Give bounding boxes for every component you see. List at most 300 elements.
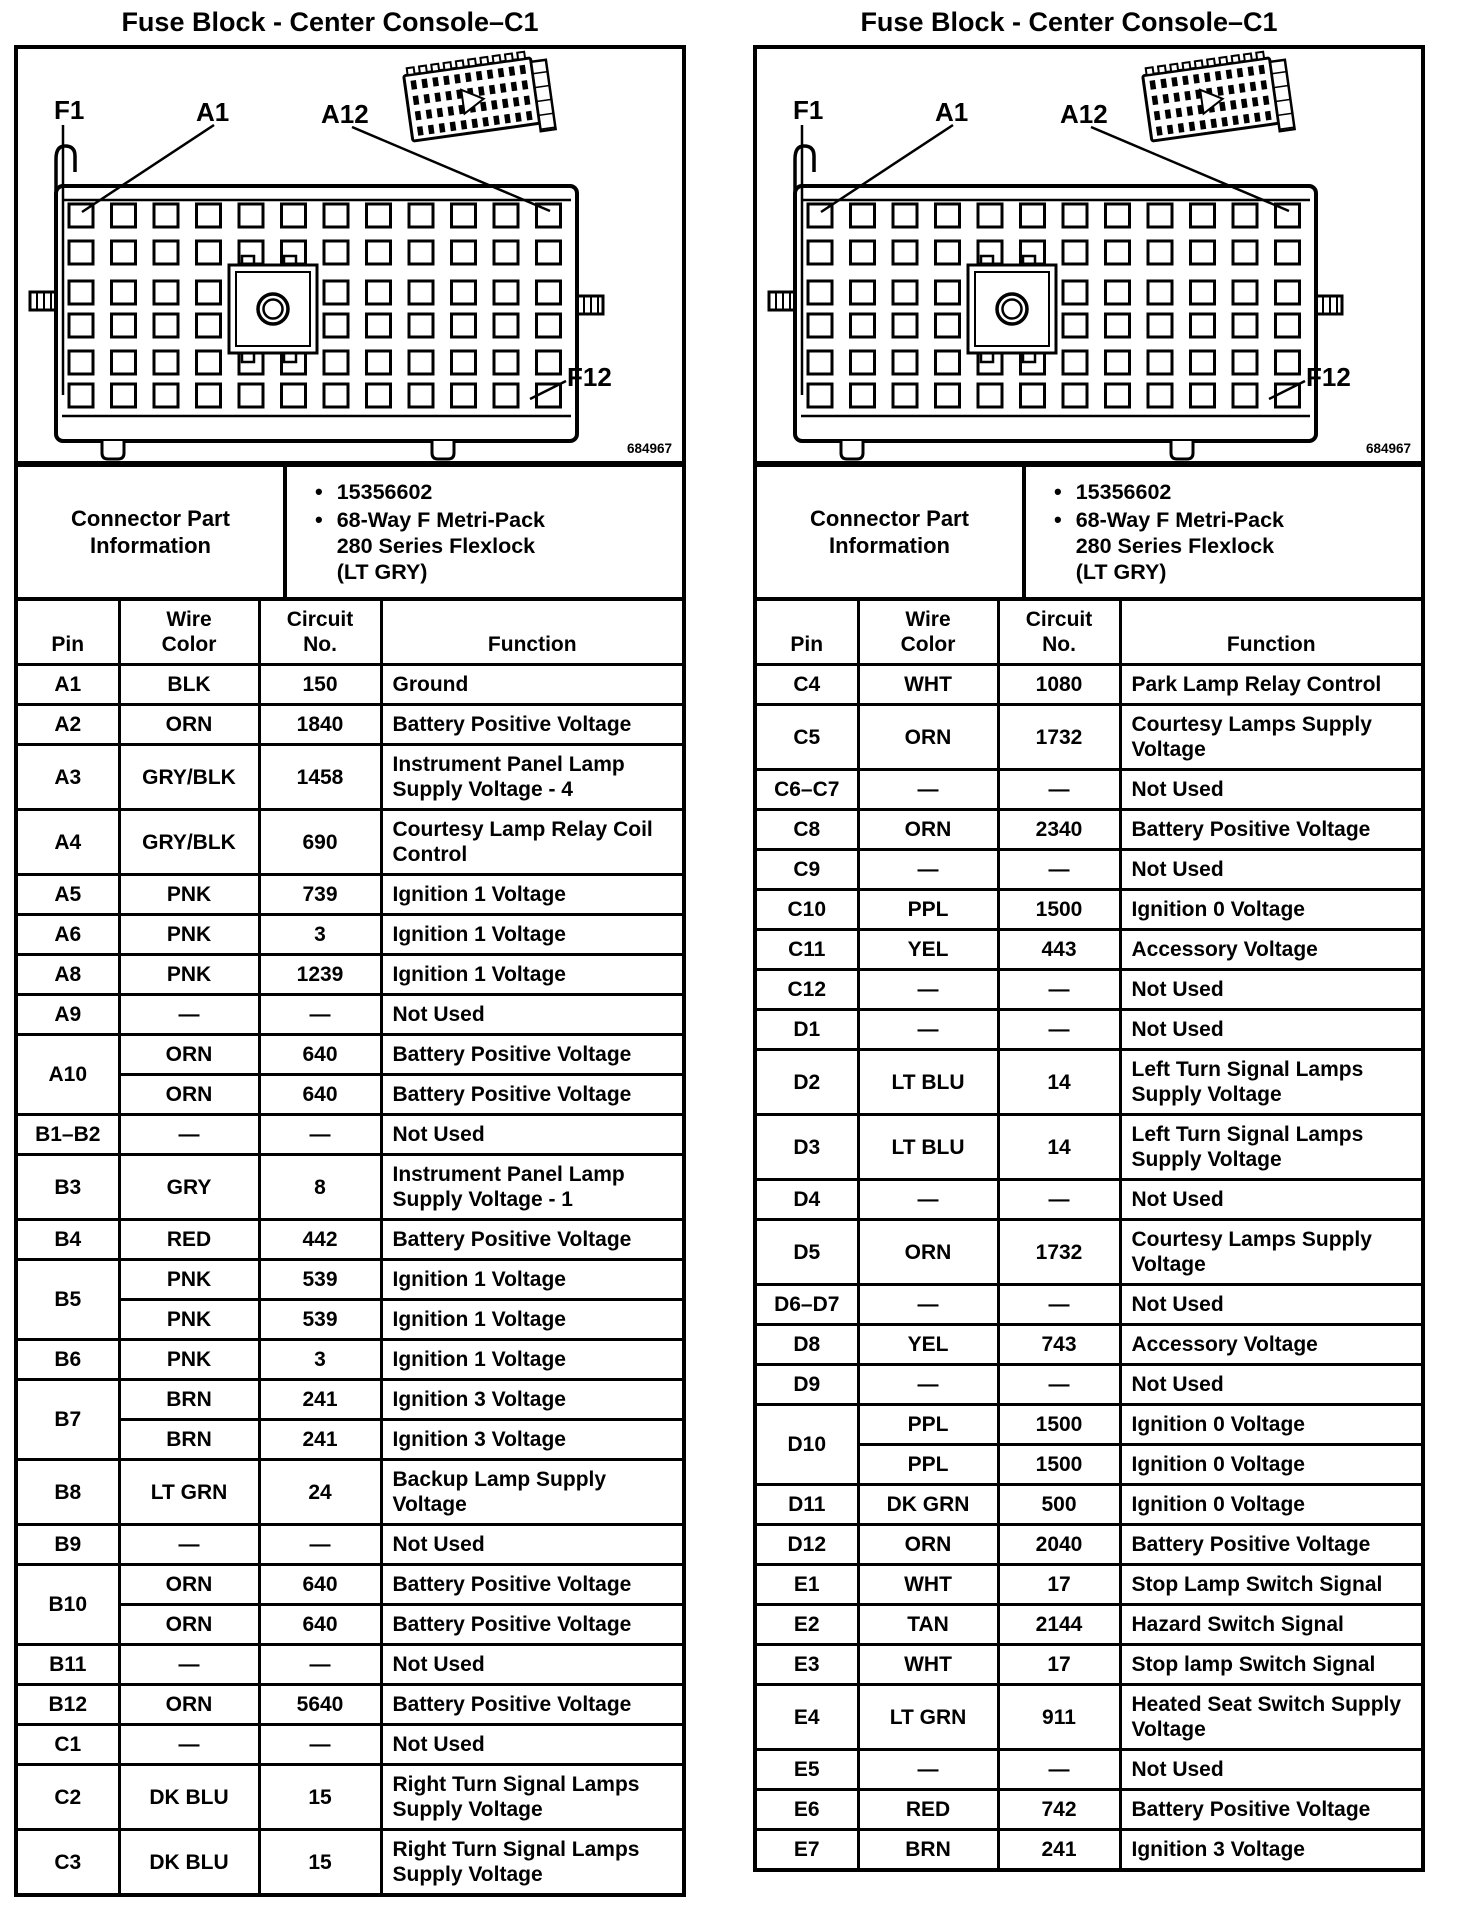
pin-cell: D4 <box>755 1180 858 1220</box>
table-row <box>16 665 684 705</box>
wire-color-cell: PPL <box>858 890 998 930</box>
function-cell: Not Used <box>1120 850 1423 890</box>
table-row <box>755 1220 1423 1285</box>
pin-cell: A5 <box>16 875 119 915</box>
pin-cell: A2 <box>16 705 119 745</box>
pin-cell: A6 <box>16 915 119 955</box>
function-cell: Left Turn Signal Lamps Supply Voltage <box>1120 1115 1423 1180</box>
function-cell: Right Turn Signal Lamps Supply Voltage <box>381 1830 684 1896</box>
pin-cell: C3 <box>16 1830 119 1896</box>
circuit-no-cell: 911 <box>998 1685 1120 1750</box>
wire-color-cell: DK BLU <box>119 1830 259 1896</box>
part-description-item <box>315 507 676 585</box>
wire-color-cell: PNK <box>119 1340 259 1380</box>
table-row <box>755 1405 1423 1445</box>
table-row <box>16 1115 684 1155</box>
connector-part-details <box>285 465 684 599</box>
table-row <box>16 955 684 995</box>
table-row <box>755 1645 1423 1685</box>
connector-info-header: Connector Part Information <box>755 465 1024 599</box>
wire-color-cell: GRY <box>119 1155 259 1220</box>
pin-cell: D6–D7 <box>755 1285 858 1325</box>
function-cell: Ignition 3 Voltage <box>381 1380 684 1420</box>
function-cell: Courtesy Lamps Supply Voltage <box>1120 705 1423 770</box>
wire-color-cell: — <box>858 850 998 890</box>
function-cell: Battery Positive Voltage <box>381 1220 684 1260</box>
function-cell: Ignition 0 Voltage <box>1120 1485 1423 1525</box>
pin-label-f1: F1 <box>793 95 824 125</box>
fuse-block-panel-right <box>753 6 1425 1872</box>
pin-cell: D12 <box>755 1525 858 1565</box>
pin-cell: E7 <box>755 1830 858 1871</box>
function-cell: Stop Lamp Switch Signal <box>1120 1565 1423 1605</box>
wire-color-cell: ORN <box>119 1605 259 1645</box>
table-row <box>755 1115 1423 1180</box>
bullet-icon: • <box>315 479 323 504</box>
circuit-no-cell: — <box>259 1115 381 1155</box>
function-cell: Not Used <box>381 1725 684 1765</box>
pin-cell: A4 <box>16 810 119 875</box>
wire-color-cell: ORN <box>858 1220 998 1285</box>
circuit-no-cell: — <box>998 970 1120 1010</box>
circuit-no-cell: 640 <box>259 1565 381 1605</box>
table-row <box>16 1340 684 1380</box>
function-cell: Battery Positive Voltage <box>381 1605 684 1645</box>
col-header-function: Function <box>1120 599 1423 665</box>
pin-cell: C9 <box>755 850 858 890</box>
wire-color-cell: RED <box>119 1220 259 1260</box>
function-cell: Battery Positive Voltage <box>381 1565 684 1605</box>
col-header-wire-color: Wire Color <box>119 599 259 665</box>
circuit-no-cell: 1458 <box>259 745 381 810</box>
table-row <box>755 850 1423 890</box>
wire-color-cell: — <box>858 1285 998 1325</box>
table-row <box>16 1645 684 1685</box>
wire-color-cell: LT GRN <box>858 1685 998 1750</box>
bullet-icon: • <box>1054 507 1062 532</box>
pin-cell: C10 <box>755 890 858 930</box>
connector-3d-icon <box>1142 49 1295 149</box>
function-cell: Ignition 1 Voltage <box>381 955 684 995</box>
connector-info-header: Connector Part Information <box>16 465 285 599</box>
col-header-pin: Pin <box>16 599 119 665</box>
circuit-no-cell: 3 <box>259 1340 381 1380</box>
connector-info-row <box>16 465 684 599</box>
circuit-no-cell: — <box>259 1645 381 1685</box>
pin-cell: E3 <box>755 1645 858 1685</box>
wire-color-cell: ORN <box>119 1075 259 1115</box>
function-cell: Left Turn Signal Lamps Supply Voltage <box>1120 1050 1423 1115</box>
circuit-no-cell: 1500 <box>998 1445 1120 1485</box>
wire-color-cell: PPL <box>858 1405 998 1445</box>
circuit-no-cell: 17 <box>998 1645 1120 1685</box>
pin-cell: B5 <box>16 1260 119 1340</box>
table-row <box>16 1685 684 1725</box>
wire-color-cell: — <box>858 1750 998 1790</box>
wire-color-cell: ORN <box>858 705 998 770</box>
pin-table <box>14 597 686 1897</box>
pin-label-f12: F12 <box>567 362 612 392</box>
function-cell: Ignition 0 Voltage <box>1120 890 1423 930</box>
bullet-icon: • <box>1054 479 1062 504</box>
circuit-no-cell: 1500 <box>998 1405 1120 1445</box>
pin-table <box>753 597 1425 1872</box>
circuit-no-cell: 442 <box>259 1220 381 1260</box>
circuit-no-cell: 17 <box>998 1565 1120 1605</box>
circuit-no-cell: 690 <box>259 810 381 875</box>
wire-color-cell: ORN <box>119 1685 259 1725</box>
function-cell: Hazard Switch Signal <box>1120 1605 1423 1645</box>
table-row <box>755 1285 1423 1325</box>
table-row <box>16 1525 684 1565</box>
function-cell: Accessory Voltage <box>1120 1325 1423 1365</box>
pin-cell: D9 <box>755 1365 858 1405</box>
table-row <box>755 890 1423 930</box>
wire-color-cell: — <box>119 1115 259 1155</box>
pin-label-a1: A1 <box>196 97 230 127</box>
circuit-no-cell: 539 <box>259 1300 381 1340</box>
circuit-no-cell: 2040 <box>998 1525 1120 1565</box>
circuit-no-cell: 241 <box>259 1420 381 1460</box>
circuit-no-cell: 241 <box>259 1380 381 1420</box>
circuit-no-cell: — <box>998 1285 1120 1325</box>
table-row <box>755 1485 1423 1525</box>
table-row <box>755 1750 1423 1790</box>
pin-cell: C2 <box>16 1765 119 1830</box>
wire-color-cell: PNK <box>119 1260 259 1300</box>
wire-color-cell: GRY/BLK <box>119 745 259 810</box>
fuse-block-diagram <box>14 45 686 465</box>
function-cell: Ignition 0 Voltage <box>1120 1445 1423 1485</box>
circuit-no-cell: — <box>998 770 1120 810</box>
table-row <box>755 1180 1423 1220</box>
part-description: 68-Way F Metri-Pack 280 Series Flexlock (LT GRY) <box>1075 508 1285 584</box>
function-cell: Not Used <box>381 1525 684 1565</box>
pin-cell: D10 <box>755 1405 858 1485</box>
pin-cell: D5 <box>755 1220 858 1285</box>
col-header-pin: Pin <box>755 599 858 665</box>
function-cell: Not Used <box>1120 1010 1423 1050</box>
pin-cell: B1–B2 <box>16 1115 119 1155</box>
wire-color-cell: — <box>858 970 998 1010</box>
circuit-no-cell: 15 <box>259 1830 381 1896</box>
circuit-no-cell: 2340 <box>998 810 1120 850</box>
function-cell: Accessory Voltage <box>1120 930 1423 970</box>
circuit-no-cell: 3 <box>259 915 381 955</box>
wire-color-cell: — <box>858 1010 998 1050</box>
pin-cell: D3 <box>755 1115 858 1180</box>
wire-color-cell: — <box>119 995 259 1035</box>
wire-color-cell: WHT <box>858 1645 998 1685</box>
function-cell: Ignition 0 Voltage <box>1120 1405 1423 1445</box>
function-cell: Ignition 3 Voltage <box>381 1420 684 1460</box>
function-cell: Battery Positive Voltage <box>1120 1790 1423 1830</box>
connector-info-row <box>755 465 1423 599</box>
pin-cell: E4 <box>755 1685 858 1750</box>
table-row <box>755 1010 1423 1050</box>
function-cell: Instrument Panel Lamp Supply Voltage - 1 <box>381 1155 684 1220</box>
function-cell: Not Used <box>381 995 684 1035</box>
wire-color-cell: PNK <box>119 1300 259 1340</box>
wire-color-cell: PNK <box>119 875 259 915</box>
circuit-no-cell: 5640 <box>259 1685 381 1725</box>
function-cell: Not Used <box>381 1645 684 1685</box>
wire-color-cell: LT BLU <box>858 1115 998 1180</box>
pin-label-f12: F12 <box>1306 362 1351 392</box>
pin-label-a12: A12 <box>1060 99 1108 129</box>
circuit-no-cell: — <box>998 850 1120 890</box>
col-header-circuit-no: Circuit No. <box>259 599 381 665</box>
table-row <box>16 810 684 875</box>
pin-cell: B12 <box>16 1685 119 1725</box>
wire-color-cell: — <box>858 1180 998 1220</box>
circuit-no-cell: — <box>998 1750 1120 1790</box>
pin-cell: C5 <box>755 705 858 770</box>
pin-cell: E2 <box>755 1605 858 1645</box>
function-cell: Ignition 3 Voltage <box>1120 1830 1423 1871</box>
table-row <box>755 930 1423 970</box>
function-cell: Battery Positive Voltage <box>381 705 684 745</box>
circuit-no-cell: — <box>998 1010 1120 1050</box>
pin-cell: C1 <box>16 1725 119 1765</box>
function-cell: Ignition 1 Voltage <box>381 915 684 955</box>
table-row <box>755 1790 1423 1830</box>
function-cell: Ignition 1 Voltage <box>381 1300 684 1340</box>
table-row <box>755 1685 1423 1750</box>
table-row <box>755 1050 1423 1115</box>
circuit-no-cell: 443 <box>998 930 1120 970</box>
table-row <box>755 810 1423 850</box>
function-cell: Battery Positive Voltage <box>381 1035 684 1075</box>
pin-cell: C11 <box>755 930 858 970</box>
function-cell: Not Used <box>381 1115 684 1155</box>
pin-cell: B8 <box>16 1460 119 1525</box>
table-row <box>16 705 684 745</box>
table-row <box>16 1830 684 1896</box>
wire-color-cell: BLK <box>119 665 259 705</box>
table-row <box>755 1605 1423 1645</box>
connector-part-details <box>1024 465 1423 599</box>
table-row <box>16 1220 684 1260</box>
pin-cell: D1 <box>755 1010 858 1050</box>
pin-cell: A9 <box>16 995 119 1035</box>
pin-cell: C4 <box>755 665 858 705</box>
wire-color-cell: BRN <box>119 1380 259 1420</box>
fuse-block-panel-left <box>14 6 686 1897</box>
function-cell: Instrument Panel Lamp Supply Voltage - 4 <box>381 745 684 810</box>
circuit-no-cell: 640 <box>259 1075 381 1115</box>
connector-info-table <box>14 463 686 601</box>
table-row <box>755 1365 1423 1405</box>
pin-cell: B11 <box>16 1645 119 1685</box>
circuit-no-cell: — <box>259 1525 381 1565</box>
table-row <box>755 665 1423 705</box>
circuit-no-cell: 1239 <box>259 955 381 995</box>
table-row <box>16 875 684 915</box>
pin-cell: C8 <box>755 810 858 850</box>
wire-color-cell: YEL <box>858 930 998 970</box>
fuse-block-diagram <box>753 45 1425 465</box>
col-header-function: Function <box>381 599 684 665</box>
circuit-no-cell: 743 <box>998 1325 1120 1365</box>
wire-color-cell: ORN <box>119 705 259 745</box>
table-row <box>16 1765 684 1830</box>
part-description: 68-Way F Metri-Pack 280 Series Flexlock (LT GRY) <box>336 508 546 584</box>
pin-cell: E6 <box>755 1790 858 1830</box>
circuit-no-cell: — <box>259 995 381 1035</box>
table-row <box>16 995 684 1035</box>
wire-color-cell: PNK <box>119 915 259 955</box>
pin-cell: E5 <box>755 1750 858 1790</box>
pin-cell: E1 <box>755 1565 858 1605</box>
wire-color-cell: — <box>119 1725 259 1765</box>
circuit-no-cell: 539 <box>259 1260 381 1300</box>
function-cell: Courtesy Lamps Supply Voltage <box>1120 1220 1423 1285</box>
table-row <box>755 705 1423 770</box>
table-row <box>16 1565 684 1605</box>
function-cell: Not Used <box>1120 1365 1423 1405</box>
pin-table-header-row <box>16 599 684 665</box>
table-row <box>16 1725 684 1765</box>
pin-cell: A8 <box>16 955 119 995</box>
figure-number: 684967 <box>626 441 672 456</box>
table-row <box>755 1830 1423 1871</box>
circuit-no-cell: — <box>998 1180 1120 1220</box>
pin-cell: A3 <box>16 745 119 810</box>
pin-cell: C6–C7 <box>755 770 858 810</box>
pin-table-body <box>16 665 684 1896</box>
function-cell: Ground <box>381 665 684 705</box>
circuit-no-cell: 14 <box>998 1050 1120 1115</box>
wire-color-cell: DK BLU <box>119 1765 259 1830</box>
pin-cell: A10 <box>16 1035 119 1115</box>
part-number: 15356602 <box>1075 480 1172 504</box>
wire-color-cell: — <box>119 1525 259 1565</box>
function-cell: Not Used <box>1120 970 1423 1010</box>
function-cell: Right Turn Signal Lamps Supply Voltage <box>381 1765 684 1830</box>
circuit-no-cell: 24 <box>259 1460 381 1525</box>
wire-color-cell: LT GRN <box>119 1460 259 1525</box>
pin-cell: B6 <box>16 1340 119 1380</box>
page-title: Fuse Block - Center Console–C1 <box>121 7 539 37</box>
circuit-no-cell: 1732 <box>998 705 1120 770</box>
bullet-icon: • <box>315 507 323 532</box>
wire-color-cell: BRN <box>119 1420 259 1460</box>
circuit-no-cell: 640 <box>259 1035 381 1075</box>
pin-table-body <box>755 665 1423 1871</box>
circuit-no-cell: 1080 <box>998 665 1120 705</box>
circuit-no-cell: 2144 <box>998 1605 1120 1645</box>
circuit-no-cell: — <box>259 1725 381 1765</box>
figure-number: 684967 <box>1365 441 1411 456</box>
function-cell: Battery Positive Voltage <box>381 1075 684 1115</box>
pin-label-f1: F1 <box>54 95 85 125</box>
table-row <box>16 1460 684 1525</box>
function-cell: Ignition 1 Voltage <box>381 1340 684 1380</box>
table-row <box>755 770 1423 810</box>
function-cell: Not Used <box>1120 770 1423 810</box>
part-number-item <box>315 479 676 505</box>
circuit-no-cell: 241 <box>998 1830 1120 1871</box>
function-cell: Not Used <box>1120 1180 1423 1220</box>
function-cell: Not Used <box>1120 1285 1423 1325</box>
pin-cell: B10 <box>16 1565 119 1645</box>
page-title: Fuse Block - Center Console–C1 <box>860 7 1278 37</box>
function-cell: Ignition 1 Voltage <box>381 1260 684 1300</box>
wire-color-cell: ORN <box>858 810 998 850</box>
table-row <box>755 970 1423 1010</box>
connector-3d-icon <box>403 49 556 149</box>
pin-cell: D11 <box>755 1485 858 1525</box>
function-cell: Ignition 1 Voltage <box>381 875 684 915</box>
circuit-no-cell: 500 <box>998 1485 1120 1525</box>
wire-color-cell: WHT <box>858 665 998 705</box>
circuit-no-cell: 1500 <box>998 890 1120 930</box>
pin-cell: D2 <box>755 1050 858 1115</box>
function-cell: Heated Seat Switch Supply Voltage <box>1120 1685 1423 1750</box>
wire-color-cell: TAN <box>858 1605 998 1645</box>
circuit-no-cell: 739 <box>259 875 381 915</box>
function-cell: Stop lamp Switch Signal <box>1120 1645 1423 1685</box>
wire-color-cell: ORN <box>858 1525 998 1565</box>
function-cell: Backup Lamp Supply Voltage <box>381 1460 684 1525</box>
wire-color-cell: — <box>858 1365 998 1405</box>
wire-color-cell: ORN <box>119 1565 259 1605</box>
function-cell: Battery Positive Voltage <box>381 1685 684 1725</box>
circuit-no-cell: 1840 <box>259 705 381 745</box>
table-row <box>16 915 684 955</box>
part-number-item <box>1054 479 1415 505</box>
pin-cell: B9 <box>16 1525 119 1565</box>
col-header-wire-color: Wire Color <box>858 599 998 665</box>
pin-table-header-row <box>755 599 1423 665</box>
pin-cell: B7 <box>16 1380 119 1460</box>
connector-info-table <box>753 463 1425 601</box>
function-cell: Park Lamp Relay Control <box>1120 665 1423 705</box>
part-description-item <box>1054 507 1415 585</box>
pin-cell: B4 <box>16 1220 119 1260</box>
circuit-no-cell: 15 <box>259 1765 381 1830</box>
pin-cell: C12 <box>755 970 858 1010</box>
wire-color-cell: BRN <box>858 1830 998 1871</box>
pin-cell: D8 <box>755 1325 858 1365</box>
part-number: 15356602 <box>336 480 433 504</box>
wire-color-cell: — <box>858 770 998 810</box>
pin-label-a12: A12 <box>321 99 369 129</box>
table-row <box>16 1260 684 1300</box>
pin-label-a1: A1 <box>935 97 969 127</box>
wire-color-cell: ORN <box>119 1035 259 1075</box>
circuit-no-cell: 150 <box>259 665 381 705</box>
table-row <box>755 1325 1423 1365</box>
table-row <box>755 1525 1423 1565</box>
table-row <box>16 745 684 810</box>
table-row <box>16 1155 684 1220</box>
pin-cell: B3 <box>16 1155 119 1220</box>
wire-color-cell: LT BLU <box>858 1050 998 1115</box>
pin-cell: A1 <box>16 665 119 705</box>
col-header-circuit-no: Circuit No. <box>998 599 1120 665</box>
wire-color-cell: — <box>119 1645 259 1685</box>
function-cell: Battery Positive Voltage <box>1120 810 1423 850</box>
wire-color-cell: YEL <box>858 1325 998 1365</box>
wire-color-cell: PPL <box>858 1445 998 1485</box>
circuit-no-cell: 640 <box>259 1605 381 1645</box>
circuit-no-cell: 742 <box>998 1790 1120 1830</box>
wire-color-cell: PNK <box>119 955 259 995</box>
wire-color-cell: WHT <box>858 1565 998 1605</box>
circuit-no-cell: 8 <box>259 1155 381 1220</box>
